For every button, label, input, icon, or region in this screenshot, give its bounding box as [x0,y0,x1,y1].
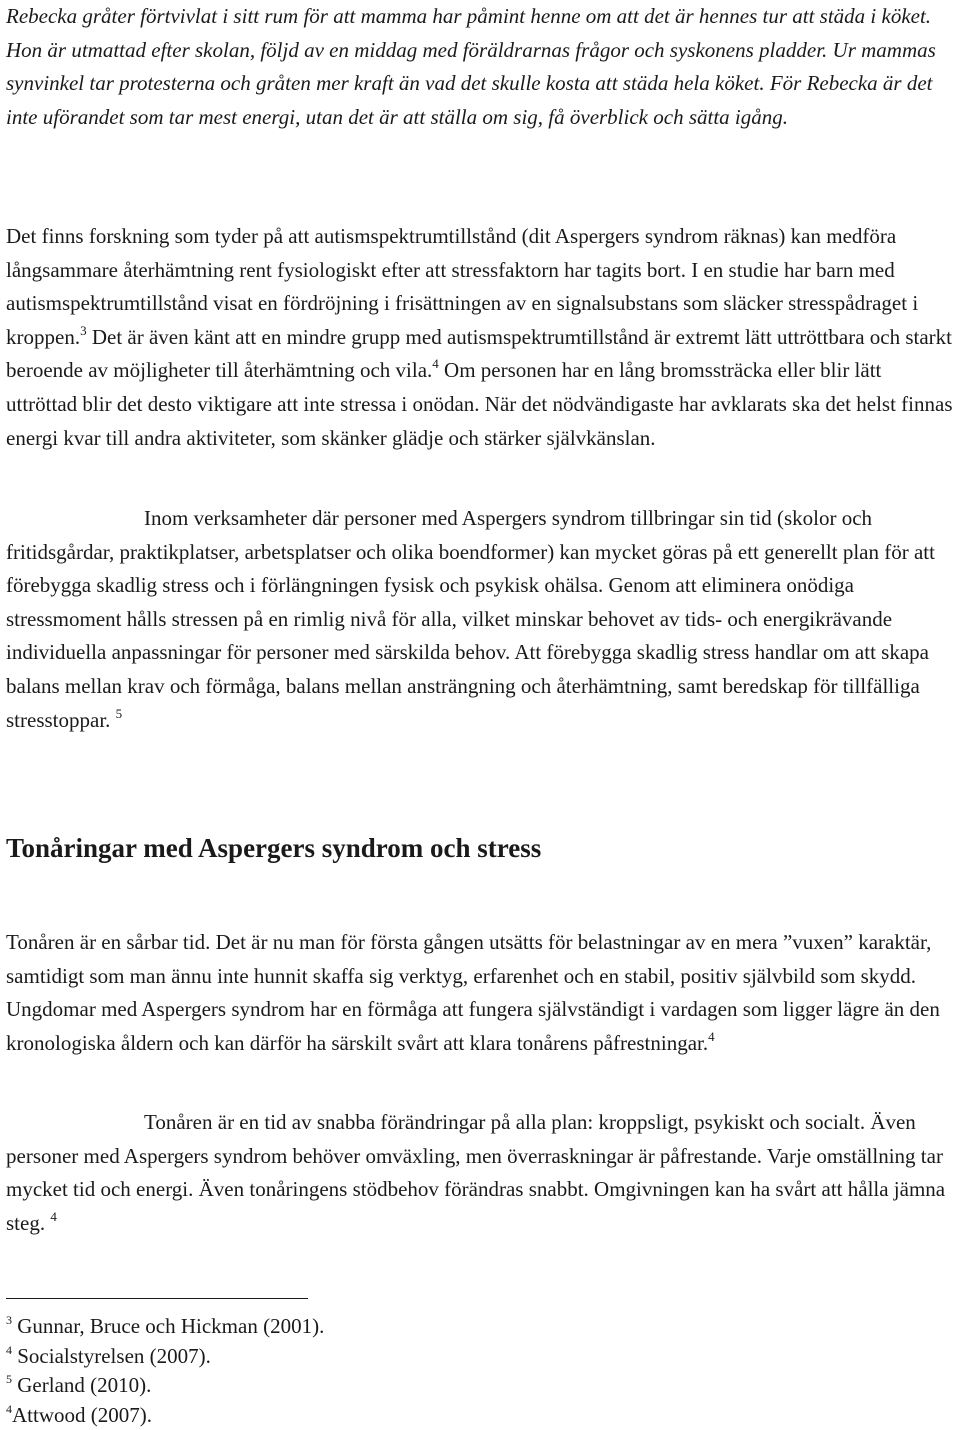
footnote-ref: 4 [50,1208,57,1224]
teen-vulnerability-paragraph [6,926,956,1060]
organization-text: Inom verksamheter där personer med Aspergers syndrom tillbringar sin tid (skolor och fritidsgårdar, praktikplatser, arbetsplatser och olika boendformer) kan mycket göras på ett generellt plan för att förebygga skadlig stress och i förlängningen fysisk och psykisk ohälsa. Genom att eliminera onödiga stressmoment hålls stressen på en rimlig nivå för alla, vilket minskar behovet av tids- och energikrävande individuella anpassningar för personer med särskilda behov. Att förebygga skadlig stress handlar om att skapa balans mellan krav och förmåga, balans mellan ansträngning och återhämtning, samt beredskap för tillfälliga stresstoppar. [6,506,935,732]
intro-case-text: Rebecka gråter förtvivlat i sitt rum för att mamma har påmint henne om att det är hennes tur att städa i köket. Hon är utmattad efter skolan, följd av en middag med föräldrarnas frågor och syskonens pladder. Ur mammas synvinkel tar protesterna och gråten mer kraft än vad det skulle kosta att städa hela köket. För Rebecka är det inte uförandet som tar mest energi, utan det är att ställa om sig, få överblick och sätta igång. [6,4,936,129]
footnote-text: Gunnar, Bruce och Hickman (2001). [12,1314,325,1338]
organization-paragraph [6,502,956,737]
footnote-number: 3 [6,1313,12,1327]
research-paragraph [6,220,956,455]
footnote-text: Attwood (2007). [12,1402,152,1427]
footnote-item [6,1401,706,1430]
research-text-c: Om personen har en lång bromssträcka eller blir lätt uttröttad blir det desto viktigare att inte stressa i onödan. När det nödvändigaste har avklarats ska det helst finnas energi kvar till andra aktiviteter, som skänker glädje och stärker självkänslan. [6,358,953,450]
footnote-ref: 4 [432,356,439,372]
footnote-item [6,1342,706,1372]
footnote-item [6,1312,706,1342]
footnote-divider [6,1298,308,1299]
footnote-number: 4 [6,1401,12,1416]
research-text-b: Det är även känt att en mindre grupp med autismspektrumtillstånd är extremt lätt uttröttbara och starkt beroende av möjligheter till återhämtning och vila. [6,324,952,383]
intro-case-paragraph [6,0,956,134]
footnote-number: 5 [6,1372,12,1386]
footnote-ref: 4 [708,1028,715,1044]
footnote-number: 4 [6,1342,12,1357]
footnote-ref: 3 [80,322,87,338]
footnote-ref: 5 [115,705,123,721]
teen-change-text: Tonåren är en tid av snabba förändringar på alla plan: kroppsligt, psykiskt och socialt. Även personer med Aspergers syndrom behöver omväxling, men överraskningar är påfrestande. Varje omställning tar mycket tid och energi. Även tonåringens stödbehov förändras snabbt. Omgivningen kan ha svårt att hålla jämna steg. [6,1110,946,1235]
research-text-a: Det finns forskning som tyder på att autismspektrumtillstånd (dit Aspergers syndrom räknas) kan medföra långsammare återhämtning rent fysiologiskt efter att stressfaktorn har tagits bort. I en studie har barn med autismspektrumtillstånd visat en fördröjning i frisättningen av en signalsubstans som släcker stresspådraget i kroppen. [6,224,919,349]
footnote-text: Gerland (2010). [12,1373,152,1397]
footnote-text: Socialstyrelsen (2007). [12,1343,211,1368]
teen-vulnerability-text: Tonåren är en sårbar tid. Det är nu man för första gången utsätts för belastningar av en mera ”vuxen” karaktär, samtidigt som man ännu inte hunnit skaffa sig verktyg, erfarenhet och en stabil, positiv självbild som skydd. Ungdomar med Aspergers syndrom har en förmåga att fungera självständigt i vardagen som ligger lägre än den kronologiska åldern och kan därför ha särskilt svårt att klara tonårens påfrestningar. [6,930,940,1055]
teen-change-paragraph [6,1106,956,1240]
footnotes-list [6,1312,706,1430]
section-heading: Tonåringar med Aspergers syndrom och stress [6,833,542,863]
footnote-item [6,1371,706,1401]
